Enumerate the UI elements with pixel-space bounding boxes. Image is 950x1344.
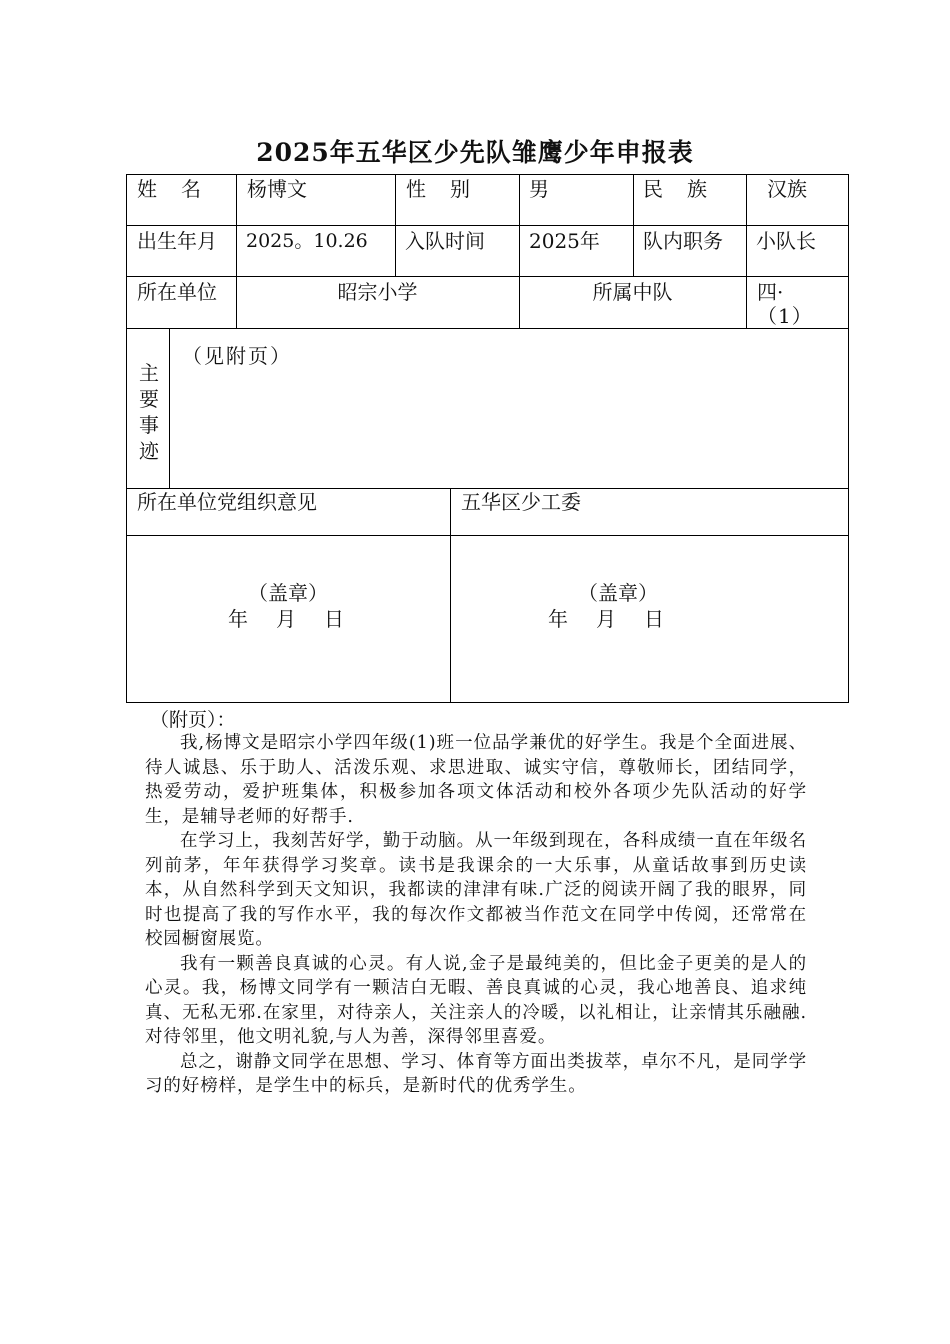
gender-label: 性 别 — [406, 177, 472, 201]
table-divider — [126, 225, 849, 226]
birth-value: 2025。10.26 — [246, 230, 368, 252]
table-divider — [126, 328, 849, 329]
join-label: 入队时间 — [405, 229, 485, 253]
name-value: 杨博文 — [247, 177, 307, 201]
table-divider — [169, 328, 170, 488]
squadron-label: 所属中队 — [592, 280, 673, 304]
table-divider — [395, 174, 396, 276]
duty-value: 小队长 — [756, 229, 816, 253]
appendix-paragraph: 我,杨博文是昭宗小学四年级(1)班一位品学兼优的好学生。我是个全面进展、待人诚恳、乐于助人、活泼乐观、求思进取、诚实守信，尊敬师长，团结同学，热爱劳动，爱护班集体，积极参加各项文体活动和校外各项少先队活动的好学生，是辅导老师的好帮手. — [145, 733, 807, 827]
table-border-top — [126, 174, 849, 175]
main-deeds-label — [137, 360, 161, 464]
table-border-bottom — [126, 702, 849, 703]
table-border-right — [848, 174, 849, 703]
name-label: 姓 名 — [137, 177, 203, 201]
main-deeds-label-char: 事 — [139, 413, 159, 437]
left-date: 年 月 日 — [228, 607, 348, 631]
main-deeds-label-char: 要 — [139, 387, 159, 411]
table-divider — [450, 488, 451, 703]
squadron-value-line1: 四· — [757, 280, 784, 304]
appendix-paragraph: 我有一颗善良真诚的心灵。有人说,金子是最纯美的，但比金子更美的是人的心灵。我，杨博文同学有一颗洁白无暇、善良真诚的心灵，我心地善良、追求纯真、无私无邪.在家里，对待亲人，关注亲人的冷暖，以礼相让，让亲情其乐融融.对待邻里，他文明礼貌,与人为善，深得邻里喜爱。 — [145, 953, 807, 1047]
appendix-paragraph: 在学习上，我刻苦好学，勤于动脑。从一年级到现在，各科成绩一直在年级名列前茅，年年获得学习奖章。读书是我课余的一大乐事，从童话故事到历史读本，从自然科学到天文知识，我都读的津津有味.广泛的阅读开阔了我的眼界，同时也提高了我的写作水平，我的每次作文都被当作范文在同学中传阅，还常常在校园橱窗展览。 — [145, 831, 807, 949]
birth-label: 出生年月 — [137, 229, 217, 253]
main-deeds-label-char: 主 — [139, 361, 159, 385]
ethnicity-value: 汉族 — [767, 177, 807, 201]
gender-value: 男 — [529, 177, 549, 201]
form-title: 2025年五华区少先队雏鹰少年申报表 — [256, 138, 694, 167]
duty-label: 队内职务 — [643, 229, 723, 253]
youth-work-committee-label: 五华区少工委 — [461, 490, 581, 514]
squadron-value-line2: （1） — [757, 304, 813, 328]
table-divider — [746, 174, 747, 328]
right-stamp: （盖章） — [578, 581, 658, 605]
join-value: 2025年 — [529, 229, 600, 253]
unit-label: 所在单位 — [137, 280, 217, 304]
table-divider — [126, 535, 849, 536]
appendix-body — [145, 731, 807, 1099]
ethnicity-label: 民 族 — [643, 177, 709, 201]
party-opinion-label: 所在单位党组织意见 — [137, 490, 317, 514]
main-deeds-label-char: 迹 — [139, 439, 159, 463]
table-divider — [126, 276, 849, 277]
unit-value: 昭宗小学 — [337, 280, 418, 304]
right-date: 年 月 日 — [548, 607, 668, 631]
left-stamp: （盖章） — [248, 581, 328, 605]
appendix-heading: （附页）： — [150, 709, 236, 731]
table-divider — [633, 174, 634, 276]
appendix-paragraph: 总之，谢静文同学在思想、学习、体育等方面出类拔萃，卓尔不凡，是同学学习的好榜样，是学生中的标兵，是新时代的优秀学生。 — [145, 1051, 807, 1096]
main-deeds-content: （见附页） — [182, 344, 292, 368]
